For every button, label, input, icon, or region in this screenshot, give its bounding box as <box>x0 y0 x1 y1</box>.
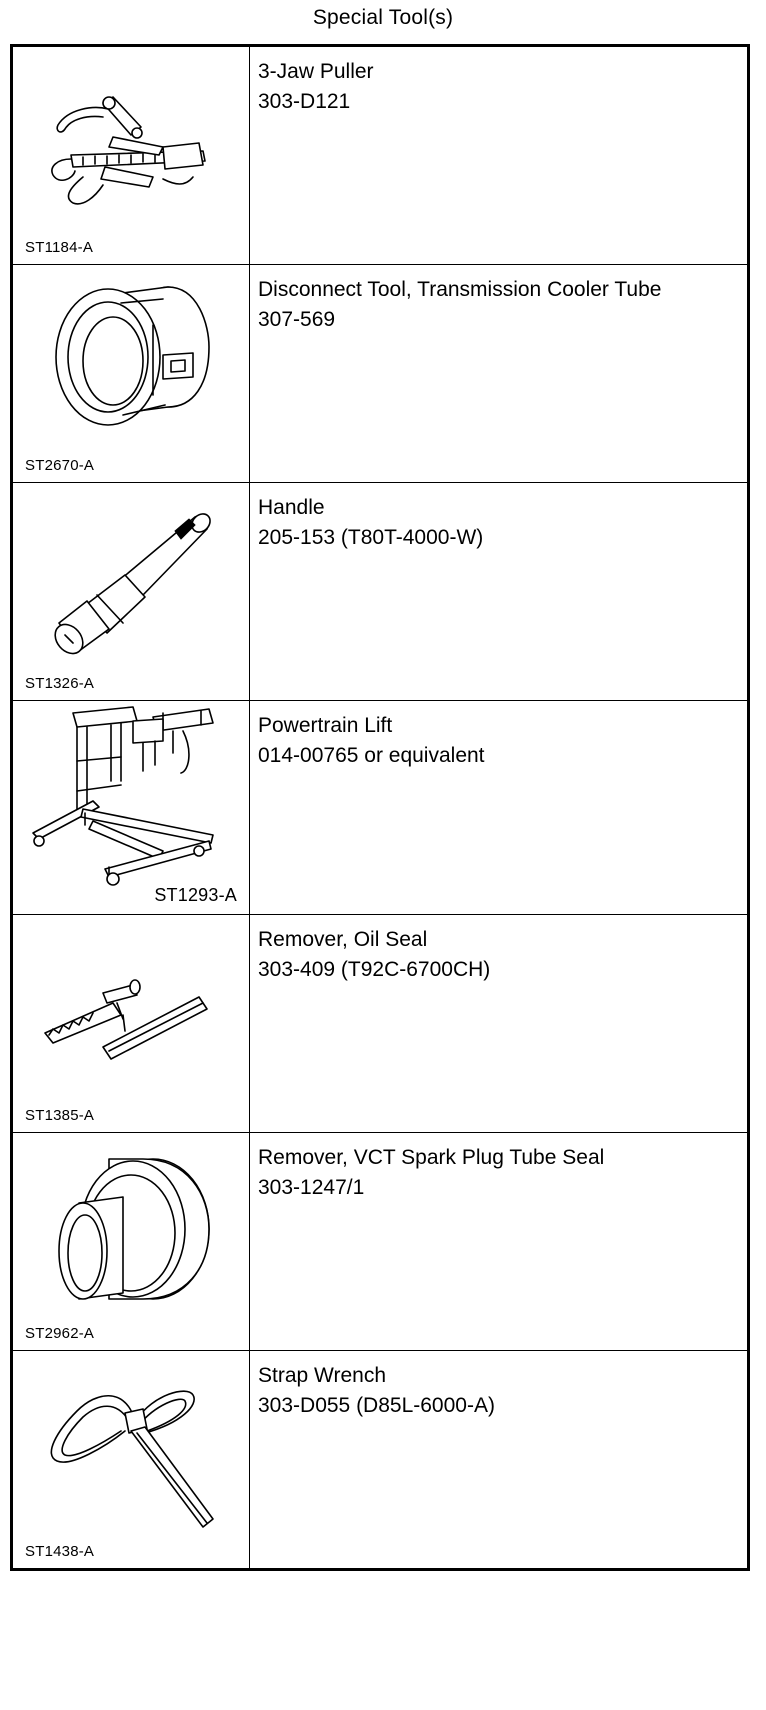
tool-description-cell <box>250 1133 749 1351</box>
tool-description-cell <box>250 265 749 483</box>
tube-seal-remover-icon <box>13 1133 249 1350</box>
tool-illustration-cell <box>12 1351 250 1570</box>
table-row <box>12 915 749 1133</box>
table-row <box>12 1133 749 1351</box>
tool-description-cell <box>250 915 749 1133</box>
tool-part-number: 303-D121 <box>258 90 351 113</box>
tool-description-cell <box>250 701 749 915</box>
figure-id: ST2962-A <box>25 1325 95 1342</box>
tool-part-number: 303-1247/1 <box>258 1176 365 1199</box>
tool-name: Remover, Oil Seal <box>258 928 428 951</box>
tool-illustration-cell <box>12 483 250 701</box>
page-title: Special Tool(s) <box>312 6 454 29</box>
figure-id: ST1326-A <box>25 675 95 692</box>
tool-illustration-cell <box>12 265 250 483</box>
tool-illustration-cell <box>12 701 250 915</box>
tool-description-cell <box>250 46 749 265</box>
figure-id: ST1438-A <box>25 1543 95 1560</box>
tool-illustration-cell <box>12 1133 250 1351</box>
tool-name: Strap Wrench <box>258 1364 386 1387</box>
tool-illustration-cell <box>12 915 250 1133</box>
handle-icon <box>13 483 249 700</box>
tool-name: Powertrain Lift <box>258 714 393 737</box>
table-row <box>12 1351 749 1570</box>
table-row <box>12 701 749 915</box>
figure-id: ST1385-A <box>25 1107 95 1124</box>
special-tools-table <box>10 44 750 1571</box>
tool-name: Disconnect Tool, Transmission Cooler Tube <box>258 278 662 301</box>
tool-illustration-cell <box>12 46 250 265</box>
tool-name: Handle <box>258 496 325 519</box>
figure-id: ST1293-A <box>154 885 237 905</box>
three-jaw-puller-icon <box>13 47 249 264</box>
tool-name: Remover, VCT Spark Plug Tube Seal <box>258 1146 605 1169</box>
figure-id: ST1184-A <box>25 239 94 256</box>
tool-part-number: 303-D055 (D85L-6000-A) <box>258 1394 495 1417</box>
strap-wrench-icon <box>13 1351 249 1568</box>
tool-part-number: 307-569 <box>258 308 336 331</box>
table-row <box>12 265 749 483</box>
tool-description-cell <box>250 1351 749 1570</box>
oil-seal-remover-icon <box>13 915 249 1132</box>
figure-id: ST2670-A <box>25 457 95 474</box>
table-row <box>12 483 749 701</box>
tool-name: 3-Jaw Puller <box>258 60 374 83</box>
tool-part-number: 014-00765 or equivalent <box>258 744 485 767</box>
table-row <box>12 46 749 265</box>
tool-description-cell <box>250 483 749 701</box>
tool-part-number: 205-153 (T80T-4000-W) <box>258 526 484 549</box>
disconnect-tool-icon <box>13 265 249 482</box>
tool-part-number: 303-409 (T92C-6700CH) <box>258 958 491 981</box>
powertrain-lift-icon <box>13 701 249 914</box>
